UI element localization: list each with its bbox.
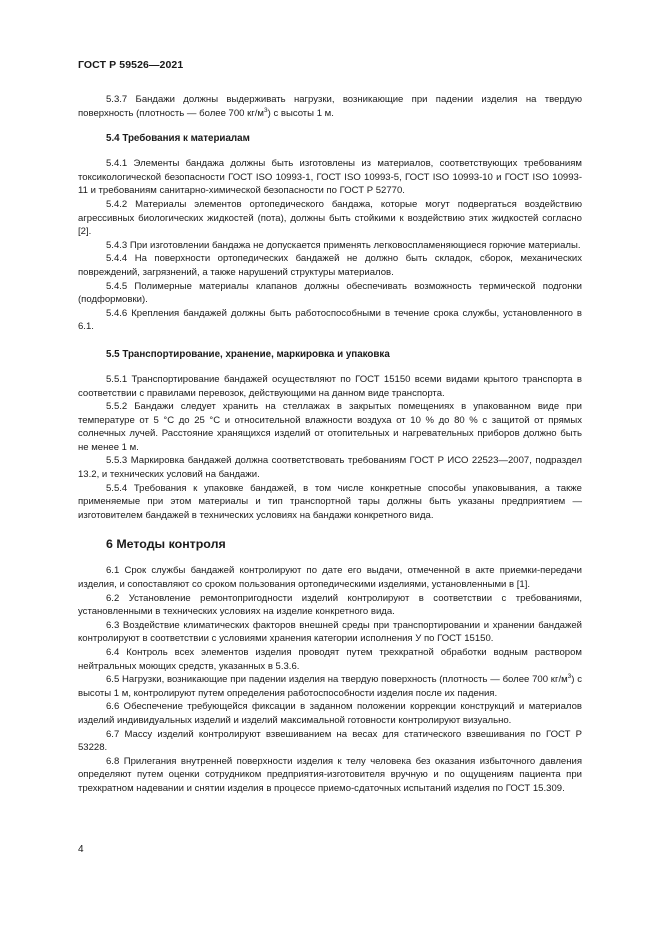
paragraph-5-4-6: 5.4.6 Крепления бандажей должны быть работоспособными в течение срока службы, установленного в 6.1. xyxy=(78,307,582,333)
document-body xyxy=(78,93,582,796)
paragraph-5-5-1: 5.5.1 Транспортирование бандажей осуществляют по ГОСТ 15150 всеми видами крытого транспорта в соответствии с правилами перевозок, действующими на данном виде транспорта. xyxy=(78,373,582,399)
paragraph-5-5-2: 5.5.2 Бандажи следует хранить на стеллажах в закрытых помещениях в упакованном виде при температуре от 5 °С до 25 °С и относительной влажности воздуха от 10 % до 80 % с защитой от прямых солнечных лучей. Расстояние хранящихся изделий от отопительных и нагревательных приборов должно быть не менее 1 м. xyxy=(78,401,582,453)
paragraph-5-4-2: 5.4.2 Материалы элементов ортопедического бандажа, которые могут подвергаться воздействию агрессивных биологических жидкостей (пота), должны быть стойкими к воздействию этих жидкостей согласно [2]. xyxy=(78,198,582,238)
paragraph-5-3-7: 5.3.7 Бандажи должны выдерживать нагрузки, возникающие при падении изделия на твердую поверхность (плотность — более 700 $кг/м^3$) с высоты 1 м. xyxy=(78,94,582,119)
section-heading-5-4: 5.4 Требования к материалам xyxy=(106,133,250,145)
paragraph-5-5-3: 5.5.3 Маркировка бандажей должна соответствовать требованиям ГОСТ Р ИСО 22523—2007, подраздел 13.2, и технических условий на бандажи. xyxy=(78,455,582,481)
page-number: 4 xyxy=(78,844,84,855)
paragraph-5-4-4: 5.4.4 На поверхности ортопедических бандажей не должно быть складок, сборок, механических повреждений, загрязнений, а также нарушений структуры материалов. xyxy=(78,253,582,278)
section-heading-6: 6 Методы контроля xyxy=(106,537,226,552)
paragraph-5-4-3: 5.4.3 При изготовлении бандажа не допускается применять легковоспламеняющиеся горючие материалы. xyxy=(106,239,581,251)
paragraph-5-5-4: 5.5.4 Требования к упаковке бандажей, в том числе конкретные способы упаковывания, а также применяемые при этом материалы и тип транспортной тары должны быть указаны предприятием — изготовителем бандажей в технических условиях на бандажи конкретного вида. xyxy=(78,482,582,521)
paragraph-6-7: 6.7 Массу изделий контролируют взвешиванием на весах для статического взвешивания по ГОСТ Р 53228. xyxy=(78,728,582,754)
paragraph-6-4: 6.4 Контроль всех элементов изделия проводят путем трехкратной обработки водным раствором нейтральных моющих средств, указанных в 5.3.6. xyxy=(78,647,582,672)
paragraph-6-3: 6.3 Воздействие климатических факторов внешней среды при транспортировании и хранении бандажей контролируют в соответствии с условиями хранения категории исполнения У по ГОСТ 15150. xyxy=(78,619,582,645)
paragraph-5-4-1: 5.4.1 Элементы бандажа должны быть изготовлены из материалов, соответствующих требованиям токсикологической безопасности ГОСТ ISO 10993-1, ГОСТ ISO 10993-5, ГОСТ ISO 10993-10 и ГОСТ ISO 10993-11 и требованиям санитарно-химической безопасности по ГОСТ Р 52770. xyxy=(78,158,582,197)
paragraph-6-5: 6.5 Нагрузки, возникающие при падении изделия на твердую поверхность (плотность — более 700 $кг/м^3$) с высоты 1 м, контролируют путем определения работоспособности изделия после их падения. xyxy=(78,673,583,699)
paragraph-5-4-5: 5.4.5 Полимерные материалы клапанов должны обеспечивать возможность термической подгонки (подформовки). xyxy=(78,280,582,306)
paragraph-6-8: 6.8 Прилегания внутренней поверхности изделия к телу человека без оказания избыточного давления определяют путем оценки сотрудником предприятия-изготовителя вручную и по ощущениям пациента при трехкратном надевании и снятии изделия в процессе приемо-сдаточных испытаний изделия по ГОСТ 15.309. xyxy=(78,755,582,794)
section-heading-5-5: 5.5 Транспортирование, хранение, маркировка и упаковка xyxy=(106,348,390,360)
document-code-header: ГОСТ Р 59526—2021 xyxy=(78,59,184,71)
paragraph-6-6: 6.6 Обеспечение требующейся фиксации в заданном положении коррекции конструкций и материалов изделий индивидуальных изделий и изделий максимальной готовности контролируют визуально. xyxy=(78,701,582,726)
paragraph-6-1: 6.1 Срок службы бандажей контролируют по дате его выдачи, отмеченной в акте приемки-передачи изделия, и сопоставляют со сроком пользования ортопедическими изделиями, установленными в [1]. xyxy=(78,565,582,591)
paragraph-6-2: 6.2 Установление ремонтопригодности изделий контролируют в соответствии с требованиями, установленными в технических условиях на изделие конкретного вида. xyxy=(78,592,582,618)
